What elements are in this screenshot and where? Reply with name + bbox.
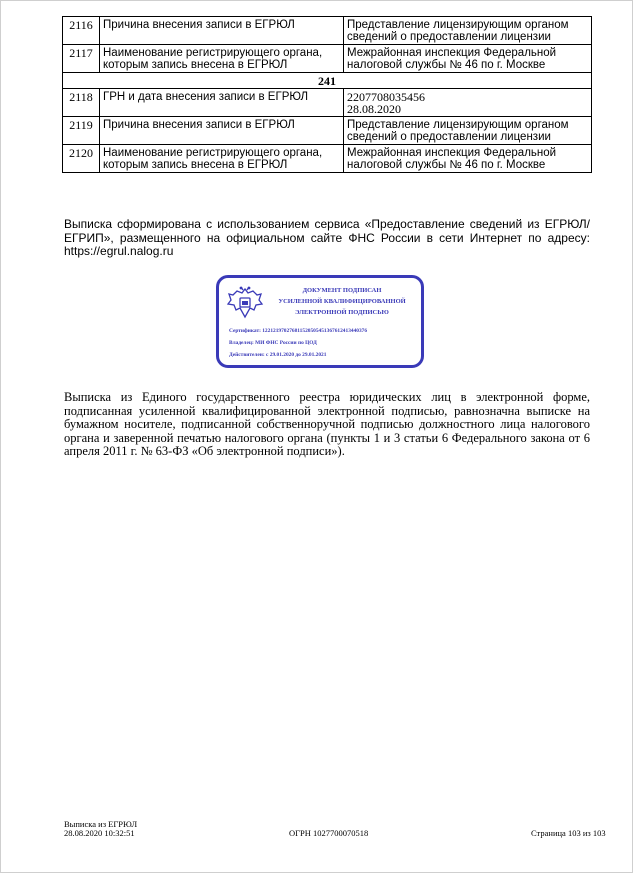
table-section-row — [63, 73, 592, 89]
row-value: Представление лицензирующим органом сведений о предоставлении лицензии — [344, 117, 592, 145]
stamp-certificate: Сертификат: 1221219702768115205054513676124134403​76 — [229, 328, 368, 334]
row-number: 2118 — [63, 89, 100, 117]
row-label: Причина внесения записи в ЕГРЮЛ — [100, 117, 344, 145]
electronic-signature-stamp — [216, 275, 424, 368]
row-label: ГРН и дата внесения записи в ЕГРЮЛ — [100, 89, 344, 117]
row-number: 2119 — [63, 117, 100, 145]
footer-ogrn: ОГРН 1027700070518 — [289, 828, 369, 838]
table-row — [63, 45, 592, 73]
stamp-line-2: УСИЛЕННОЙ КВАЛИФИЦИРОВАННОЙ — [278, 298, 406, 305]
table-row — [63, 117, 592, 145]
row-number: 2116 — [63, 17, 100, 45]
egrul-records-table — [62, 16, 592, 173]
row-value — [344, 89, 592, 117]
row-number: 2117 — [63, 45, 100, 73]
stamp-heading — [263, 285, 421, 318]
footer-doc-info — [64, 820, 137, 838]
section-number: 241 — [63, 73, 592, 89]
stamp-owner: Владелец: МИ ФНС России по ЦОД — [229, 340, 317, 346]
row-value: Представление лицензирующим органом сведений о предоставлении лицензии — [344, 17, 592, 45]
row-label: Наименование регистрирующего органа, которым запись внесена в ЕГРЮЛ — [100, 145, 344, 173]
service-note-paragraph: Выписка сформирована с использованием сервиса «Предоставление сведений из ЕГРЮЛ/ЕГРИП», размещенного на официальном сайте ФНС России в сети Интернет по адресу: https://egrul.nalog.ru — [64, 217, 590, 258]
table-row — [63, 89, 592, 117]
row-value: Межрайонная инспекция Федеральной налоговой службы № 46 по г. Москве — [344, 145, 592, 173]
stamp-validity: Действителен: с 29.01.2020 до 29.01.2021 — [229, 352, 327, 358]
record-date: 28.08.2020 — [347, 102, 401, 116]
table-row — [63, 17, 592, 45]
row-label: Причина внесения записи в ЕГРЮЛ — [100, 17, 344, 45]
stamp-line-3: ЭЛЕКТРОННОЙ ПОДПИСЬЮ — [295, 309, 389, 316]
legal-note-paragraph: Выписка из Единого государственного реестра юридических лиц в электронной форме, подписанная усиленной квалифицированной электронной подписью, равнозначна выписке на бумажном носителе, подписанной собственноручной подписью должностного лица налогового органа и заверенной печатью налогового органа (пункты 1 и 3 статьи 6 Федерального закона от 6 апреля 2011 г. № 63-ФЗ «Об электронной подписи»). — [64, 390, 590, 458]
stamp-line-1: ДОКУМЕНТ ПОДПИСАН — [302, 287, 382, 294]
footer-doc-name: Выписка из ЕГРЮЛ — [64, 819, 138, 829]
table-row — [63, 145, 592, 173]
grn-value: 2207708035456 — [347, 90, 425, 104]
footer-timestamp: 28.08.2020 10:32:51 — [64, 828, 135, 838]
row-label: Наименование регистрирующего органа, которым запись внесена в ЕГРЮЛ — [100, 45, 344, 73]
eagle-emblem-icon — [225, 283, 265, 323]
row-number: 2120 — [63, 145, 100, 173]
row-value: Межрайонная инспекция Федеральной налоговой службы № 46 по г. Москве — [344, 45, 592, 73]
footer-page-number: Страница 103 из 103 — [531, 828, 606, 838]
